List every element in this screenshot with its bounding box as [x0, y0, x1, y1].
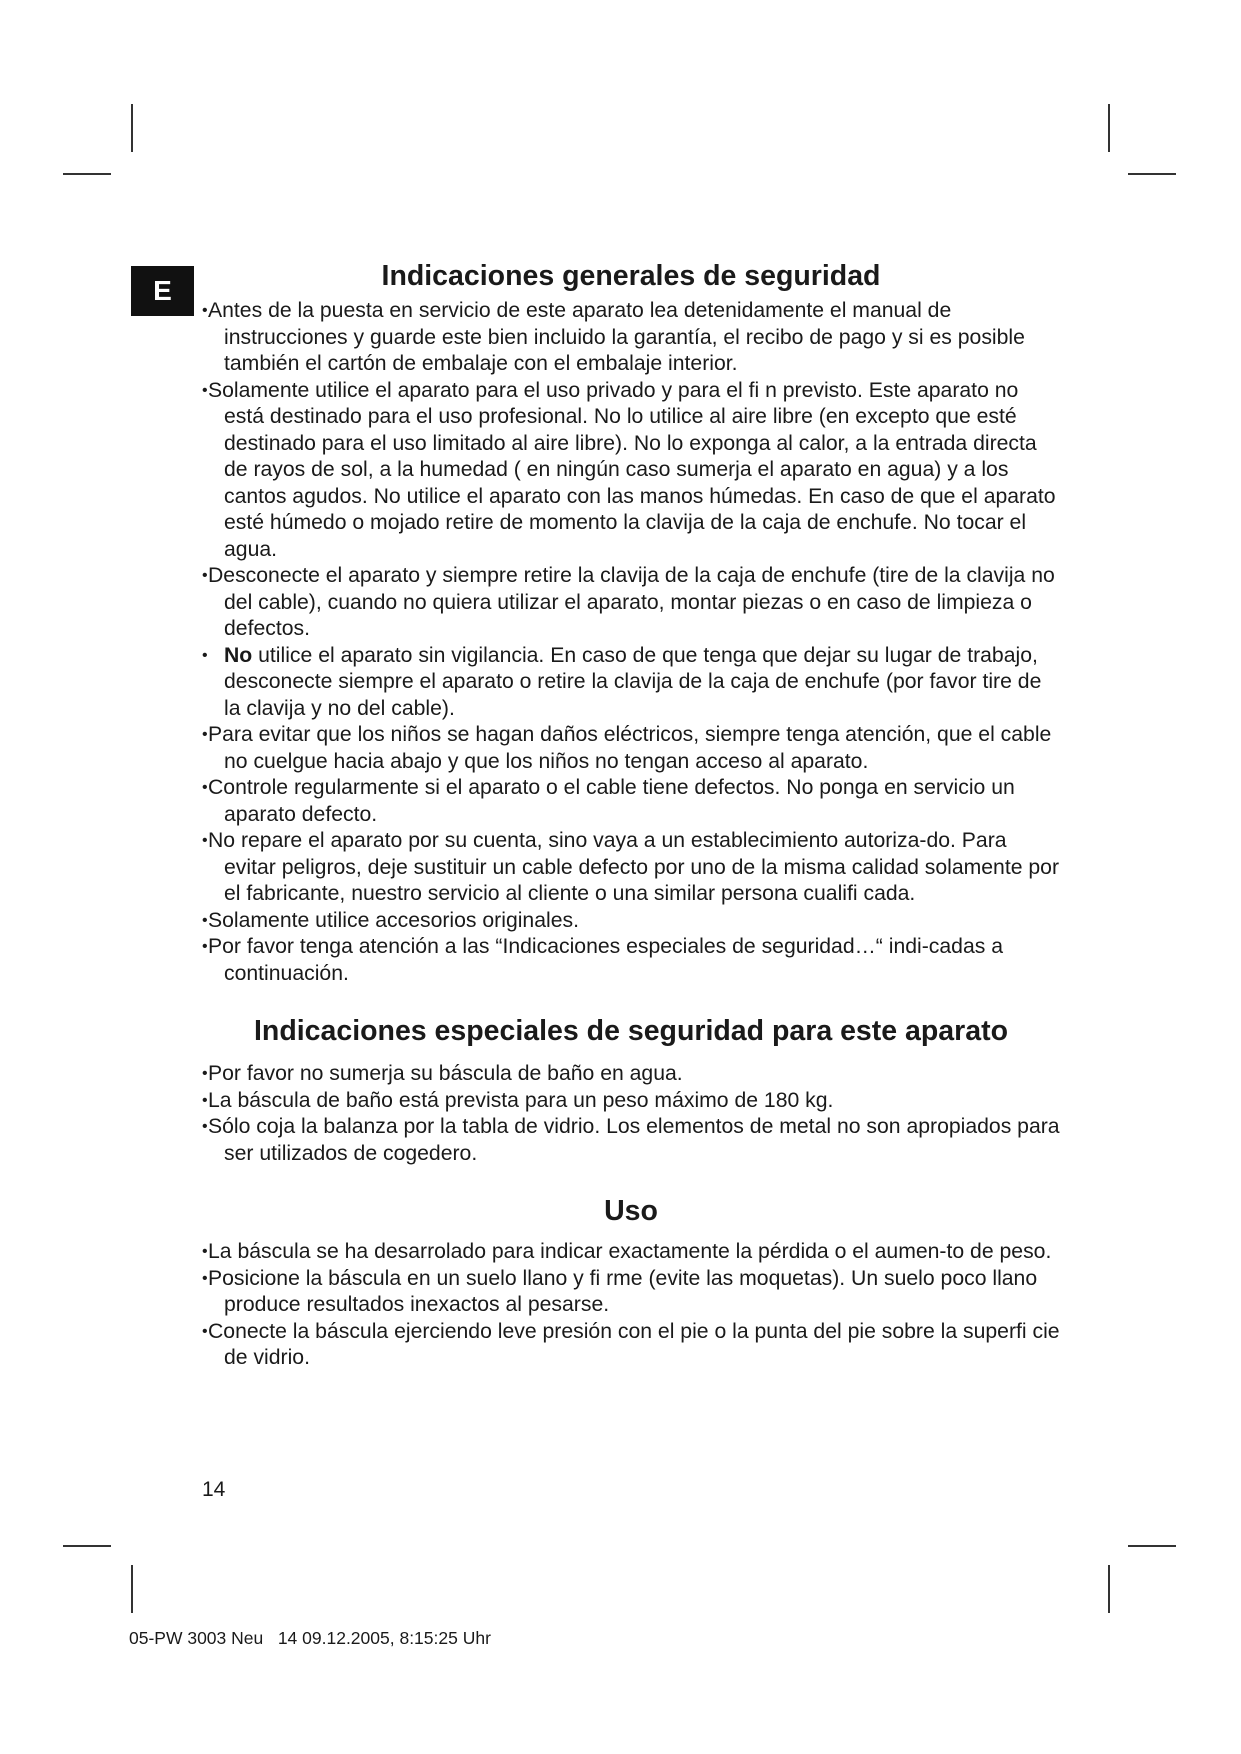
- section-heading: Indicaciones generales de seguridad: [381, 260, 881, 292]
- bullet-list: [202, 1239, 1060, 1372]
- bold-prefix: No: [224, 643, 253, 667]
- list-item: • La báscula se ha desarrolado para indicar exactamente la pérdida o el aumen-to de peso.: [202, 1239, 1060, 1266]
- list-item: • Solamente utilice el aparato para el uso privado y para el fi n previsto. Este aparato no está destinado para el uso profesional. No lo utilice al aire libre (en excepto que esté destinado para el uso limitado al aire libre). No lo exponga al calor, a la entrada directa de rayos de sol, a la humedad ( en ningún caso sumerja el aparato en agua) y a los cantos agudos. No utilice el aparato con las manos húmedas. En caso de que el aparato esté húmedo o mojado retire de momento la clavija de la caja de enchufe. No tocar el agua.: [202, 378, 1060, 564]
- list-item: • Controle regularmente si el aparato o el cable tiene defectos. No ponga en servicio un aparato defecto.: [202, 775, 1060, 828]
- crop-mark: [131, 1565, 133, 1613]
- language-tab: E: [131, 266, 194, 316]
- print-footer: 05-PW 3003 Neu 14 09.12.2005, 8:15:25 Uhr: [129, 1628, 491, 1648]
- crop-mark: [1128, 173, 1176, 175]
- list-item: • Sólo coja la balanza por la tabla de vidrio. Los elementos de metal no son apropiados para ser utilizados de cogedero.: [202, 1114, 1060, 1167]
- crop-mark: [1108, 104, 1110, 152]
- crop-mark: [63, 1545, 111, 1547]
- bullet-list: [202, 1061, 1060, 1167]
- document-body: [202, 258, 1060, 1372]
- section-heading: Indicaciones especiales de seguridad para este aparato: [254, 1015, 1008, 1047]
- bullet-list: [202, 298, 1060, 987]
- crop-mark: [1128, 1545, 1176, 1547]
- section-heading: Uso: [604, 1195, 658, 1227]
- list-item: • La báscula de baño está prevista para un peso máximo de 180 kg.: [202, 1088, 1060, 1115]
- page-number: 14: [202, 1478, 226, 1501]
- crop-mark: [63, 173, 111, 175]
- list-item: • Conecte la báscula ejerciendo leve presión con el pie o la punta del pie sobre la superfi cie de vidrio.: [202, 1319, 1060, 1372]
- list-item-text: utilice el aparato sin vigilancia. En caso de que tenga que dejar su lugar de trabajo, desconecte siempre el aparato o retire la clavija de la caja de enchufe (por favor tire de la clavija y no del cable).: [224, 643, 1042, 720]
- list-item: • Posicione la báscula en un suelo llano y fi rme (evite las moquetas). Un suelo poco llano produce resultados inexactos al pesarse.: [202, 1266, 1060, 1319]
- crop-mark: [131, 104, 133, 152]
- list-item: • Por favor no sumerja su báscula de baño en agua.: [202, 1061, 1060, 1088]
- list-item: • Por favor tenga atención a las “Indicaciones especiales de seguridad…“ indi-cadas a continuación.: [202, 934, 1060, 987]
- list-item: [202, 643, 1060, 723]
- list-item: • Para evitar que los niños se hagan daños eléctricos, siempre tenga atención, que el cable no cuelgue hacia abajo y que los niños no tengan acceso al aparato.: [202, 722, 1060, 775]
- list-item: • Desconecte el aparato y siempre retire la clavija de la caja de enchufe (tire de la clavija no del cable), cuando no quiera utilizar el aparato, montar piezas o en caso de limpieza o defectos.: [202, 563, 1060, 643]
- crop-mark: [1108, 1565, 1110, 1613]
- list-item: • Solamente utilice accesorios originales.: [202, 908, 1060, 935]
- list-item: • No repare el aparato por su cuenta, sino vaya a un establecimiento autoriza-do. Para evitar peligros, deje sustituir un cable defecto por uno de la misma calidad solamente por el fabricante, nuestro servicio al cliente o una similar persona cualifi cada.: [202, 828, 1060, 908]
- list-item: • Antes de la puesta en servicio de este aparato lea detenidamente el manual de instrucciones y guarde este bien incluido la garantía, el recibo de pago y si es posible también el cartón de embalaje con el embalaje interior.: [202, 298, 1060, 378]
